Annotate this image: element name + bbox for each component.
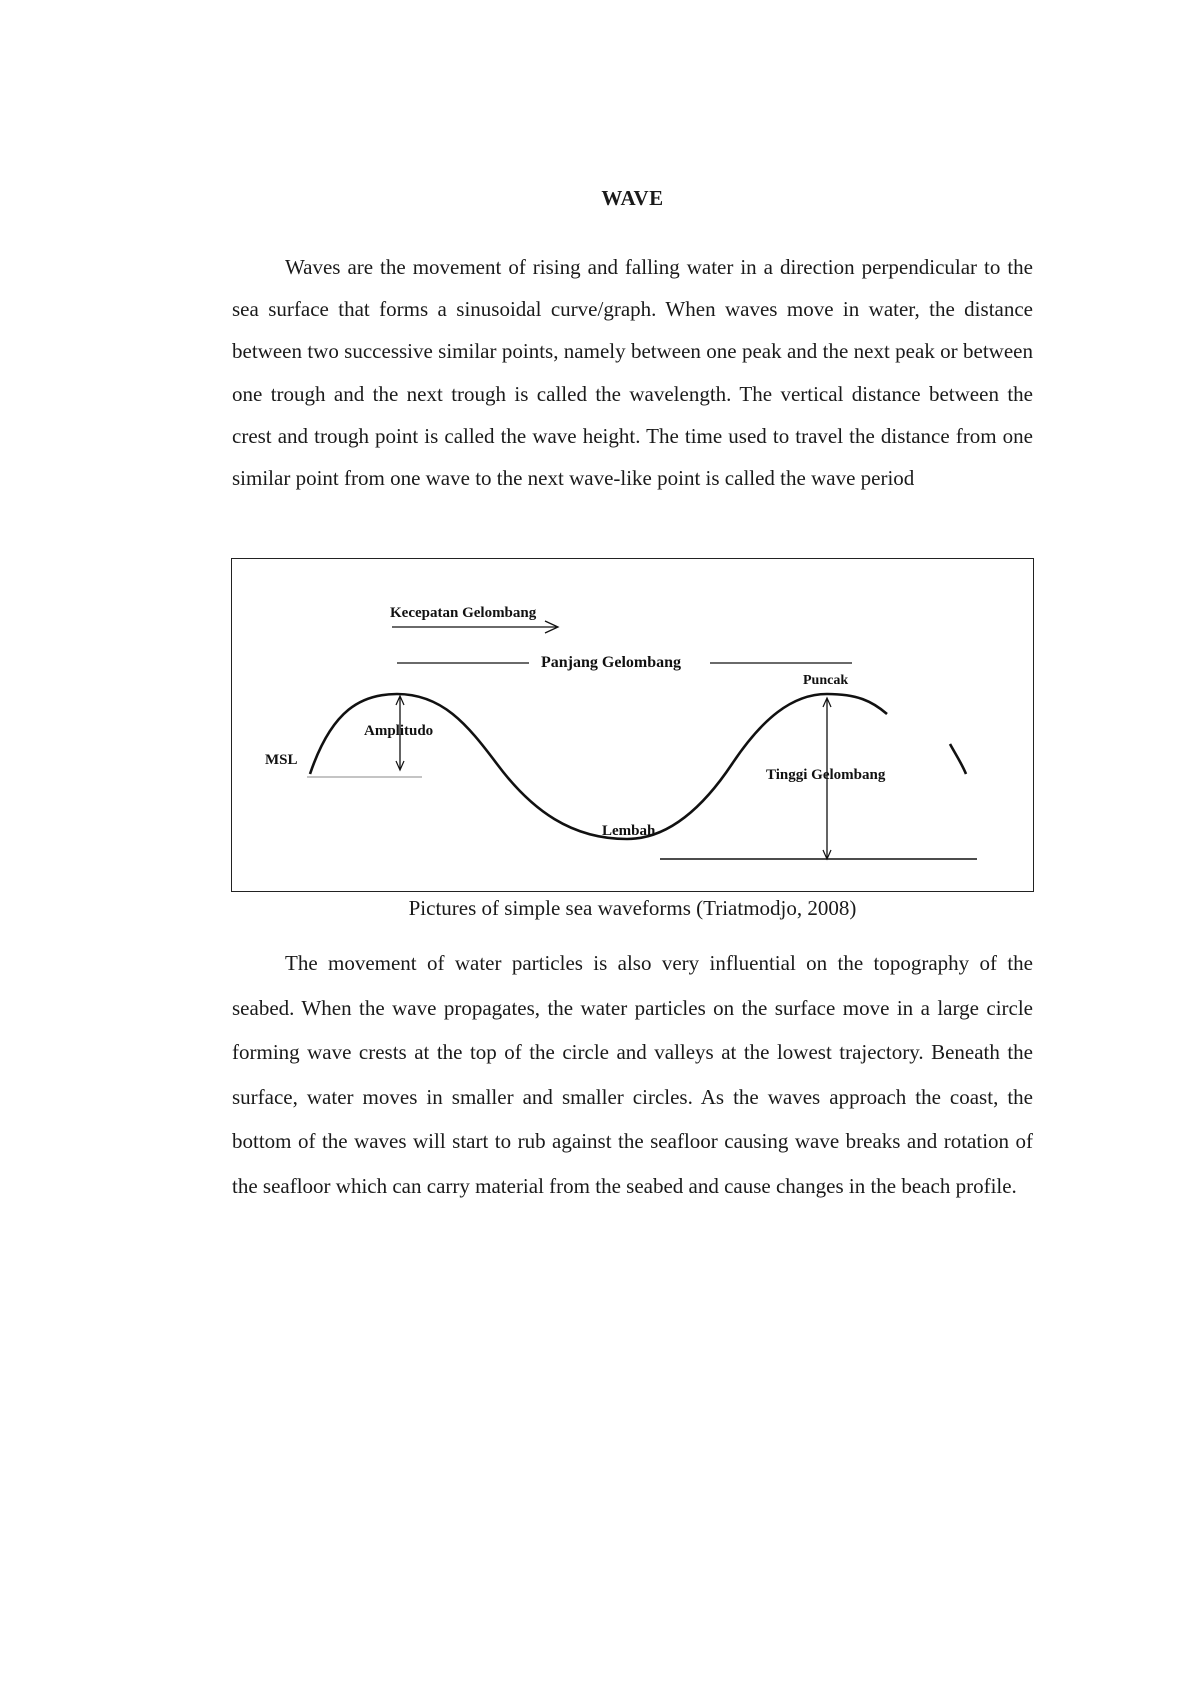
- crest-label: Puncak: [803, 673, 849, 688]
- page-title: WAVE: [601, 186, 664, 210]
- msl-label: MSL: [265, 752, 298, 768]
- wave-speed-label: Kecepatan Gelombang: [390, 605, 537, 621]
- wave-diagram-svg: [232, 559, 1035, 893]
- amplitude-label: Amplitudo: [364, 723, 434, 739]
- wavelength-label: Panjang Gelombang: [541, 654, 682, 671]
- figure-caption: Pictures of simple sea waveforms (Triatmodjo, 2008): [408, 896, 857, 920]
- wave-curve-tail: [950, 744, 966, 774]
- second-paragraph: The movement of water particles is also very influential on the topography of the seabed. When the wave propagates, the water particles on the surface move in a large circle forming wave crests at the top of the circle and valleys at the lowest trajectory. Beneath the surface, water moves in smaller and smaller circles. As the waves approach the coast, the bottom of the waves will start to rub against the seafloor causing wave breaks and rotation of the seafloor which can carry material from the seabed and cause changes in the beach profile.: [232, 951, 1033, 1198]
- wave-diagram: [231, 558, 1034, 892]
- intro-paragraph: Waves are the movement of rising and falling water in a direction perpendicular to the sea surface that forms a sinusoidal curve/graph. When waves move in water, the distance between two successive similar points, namely between one peak and the next peak or between one trough and the next trough is called the wavelength. The vertical distance between the crest and trough point is called the wave height. The time used to travel the distance from one similar point from one wave to the next wave-like point is called the wave period: [232, 255, 1033, 491]
- wave-height-label: Tinggi Gelombang: [766, 767, 886, 783]
- trough-label: Lembah: [602, 823, 656, 839]
